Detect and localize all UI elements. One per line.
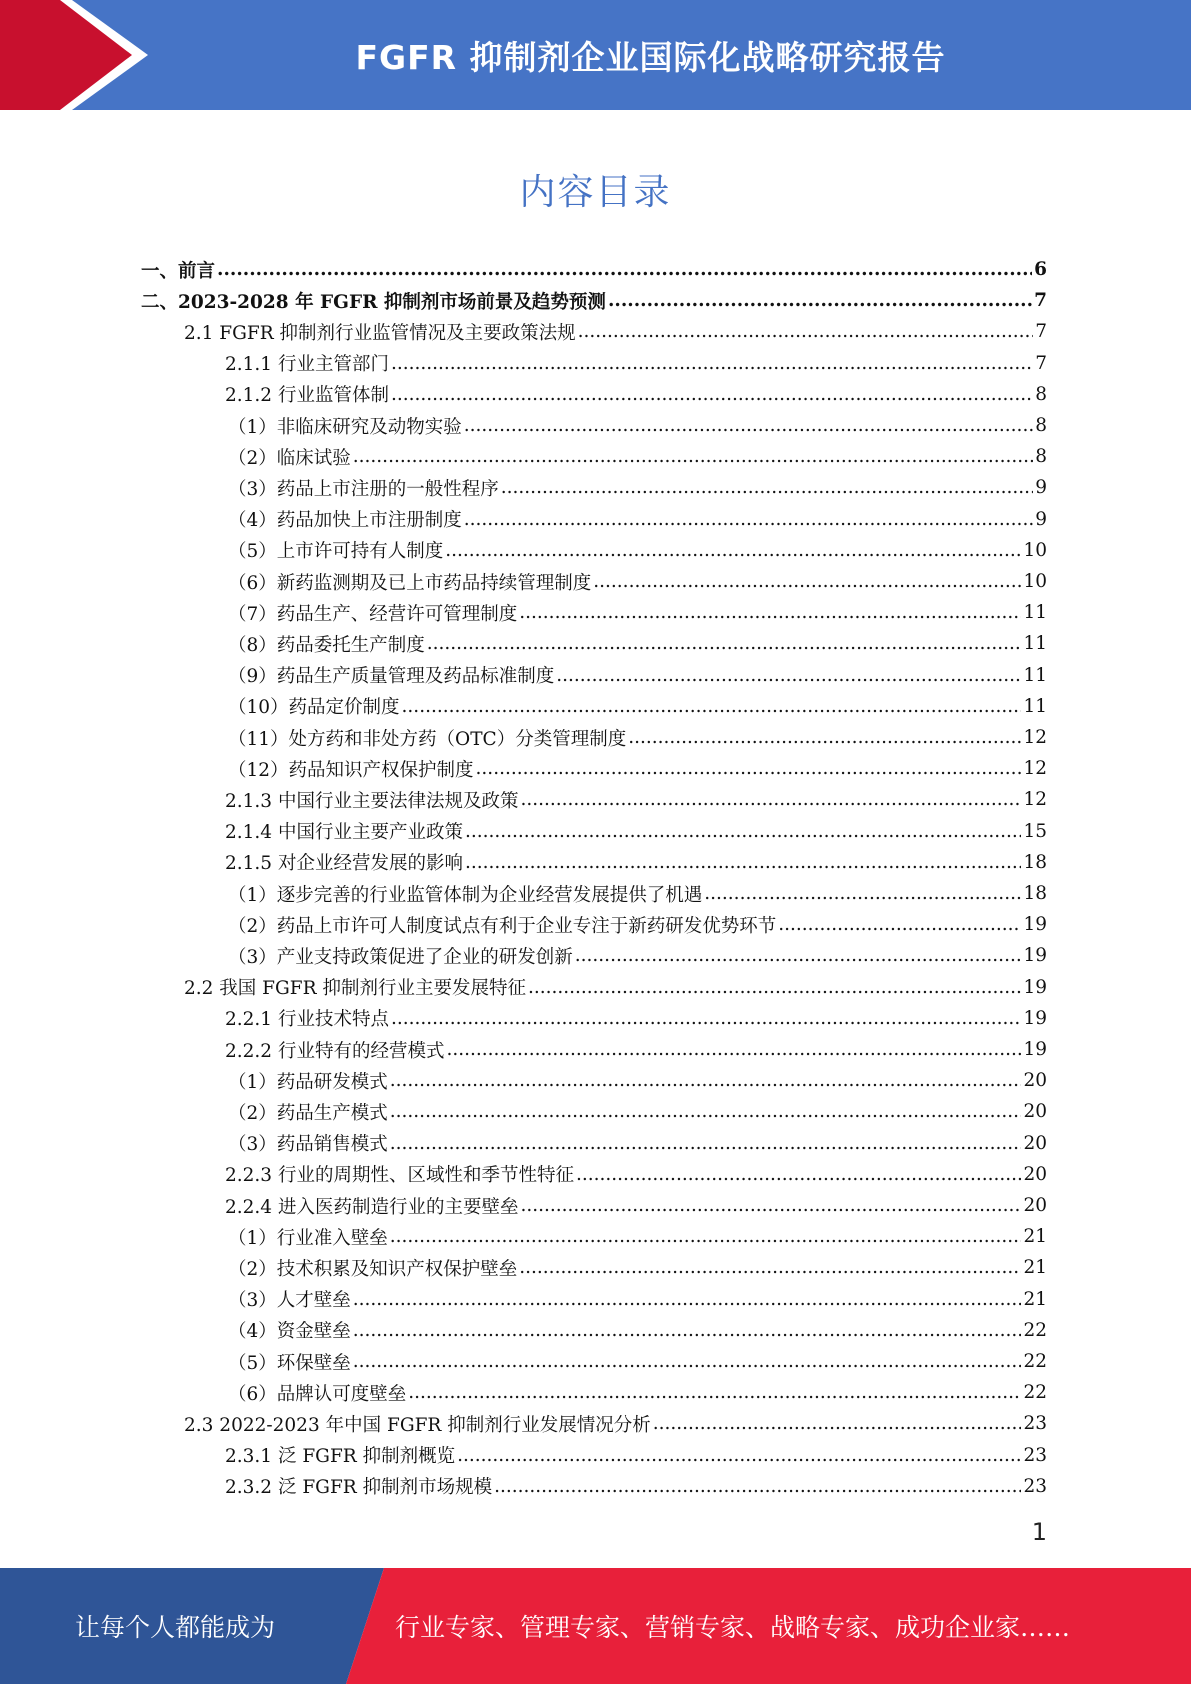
header-arrow-icon [0,0,160,110]
toc-dot-leader [476,758,1022,779]
toc-entry-page: 12 [1023,727,1047,748]
footer-slogan-left: 让每个人都能成为 [74,1613,275,1642]
toc-entry-page: 12 [1023,789,1047,811]
header-band [0,0,1191,110]
toc-dot-leader [353,1289,1022,1310]
toc-entry[interactable] [228,1128,1047,1159]
toc-entry-title: 2.1.4 中国行业主要产业政策 [225,822,463,844]
toc-entry-title: 2.2.3 行业的周期性、区域性和季节性特征 [225,1165,574,1187]
toc-entry[interactable] [228,566,1047,597]
toc-entry-page: 19 [1023,1039,1047,1060]
toc-entry-page: 20 [1023,1070,1047,1092]
toc-entry[interactable] [225,1440,1047,1471]
toc-entry[interactable] [228,722,1047,753]
toc-entry-page: 23 [1023,1413,1047,1435]
toc-entry-page: 10 [1023,539,1047,561]
toc-entry-page: 8 [1035,383,1047,405]
toc-entry[interactable] [228,535,1047,566]
toc-dot-leader [464,509,1033,530]
report-title: FGFR 抑制剂企业国际化战略研究报告 [355,37,946,77]
toc-entry-title: （1）逐步完善的行业监管体制为企业经营发展提供了机遇 [228,884,703,906]
toc-dot-leader [578,321,1034,342]
toc-dot-leader [494,1476,1021,1497]
toc-entry-page: 20 [1023,1195,1047,1216]
toc-dot-leader [520,1195,1021,1216]
toc-entry[interactable] [225,784,1047,815]
toc-entry-title: （3）产业支持政策促进了企业的研发创新 [228,946,573,968]
toc-entry-title: （3）药品上市注册的一般性程序 [228,478,499,500]
toc-dot-leader [353,446,1033,467]
toc-entry-page: 22 [1023,1319,1047,1341]
toc-entry-title: 2.2.4 进入医药制造行业的主要壁垒 [225,1196,519,1218]
toc-dot-leader [528,977,1022,998]
toc-entry-title: 2.3 2022-2023 年中国 FGFR 抑制剂行业发展情况分析 [184,1414,651,1436]
toc-entry[interactable] [228,472,1047,503]
toc-entry-page: 20 [1023,1163,1047,1185]
toc-entry-title: （5）环保壁垒 [228,1352,351,1374]
toc-entry-page: 22 [1023,1382,1047,1404]
toc-entry-title: 2.3.2 泛 FGFR 抑制剂市场规模 [225,1477,493,1499]
toc-entry-page: 7 [1034,290,1047,312]
toc-entry-page: 7 [1035,321,1047,343]
toc-entry-page: 8 [1035,415,1047,436]
toc-entry[interactable] [228,597,1047,628]
toc-entry-page: 20 [1023,1132,1047,1154]
toc-dot-leader [464,415,1033,436]
toc-dot-leader [402,696,1022,717]
toc-dot-leader [217,259,1032,280]
toc-entry[interactable] [228,1096,1047,1127]
toc-dot-leader [465,821,1021,842]
toc-entry[interactable] [228,504,1047,535]
toc-dot-leader [390,1226,1022,1247]
toc-entry-title: （10）药品定价制度 [228,697,400,719]
toc-dot-leader [445,540,1021,561]
toc-entry-page: 6 [1034,259,1047,280]
toc-entry-title: （2）药品生产模式 [228,1102,388,1124]
toc-dot-leader [501,477,1033,498]
toc-entry-title: （4）药品加快上市注册制度 [228,510,462,532]
toc-entry[interactable] [228,1377,1047,1408]
toc-entry[interactable] [228,1221,1047,1252]
toc-dot-leader [446,1039,1021,1060]
toc-dot-leader [575,945,1022,966]
toc-entry-title: 2.1 FGFR 抑制剂行业监管情况及主要政策法规 [184,322,576,344]
toc-entry-title: （2）临床试验 [228,447,351,469]
toc-entry-page: 21 [1023,1226,1047,1248]
toc-entry[interactable] [228,940,1047,971]
toc-dot-leader [457,1445,1021,1466]
toc-dot-leader [628,727,1021,748]
toc-entry[interactable] [228,878,1047,909]
toc-entry-title: （5）上市许可持有人制度 [228,541,444,563]
toc-entry[interactable] [228,1284,1047,1315]
toc-entry-title: （2）技术积累及知识产权保护壁垒 [228,1258,518,1280]
toc-entry-page: 11 [1023,664,1047,686]
toc-entry-title: 2.1.1 行业主管部门 [225,354,389,376]
toc-entry-title: （12）药品知识产权保护制度 [228,759,474,781]
toc-dot-leader [391,384,1033,405]
toc-entry-page: 9 [1035,508,1047,530]
toc-entry[interactable] [184,1408,1047,1439]
toc-entry-title: 2.2.1 行业技术特点 [225,1009,389,1031]
toc-dot-leader [653,1413,1022,1434]
toc-entry-title: 2.2.2 行业特有的经营模式 [225,1040,445,1062]
toc-dot-leader [390,1070,1022,1091]
toc-entry[interactable] [141,285,1047,316]
toc-dot-leader [465,852,1021,873]
toc-entry[interactable] [225,847,1047,878]
toc-entry[interactable] [228,1315,1047,1346]
toc-entry-page: 11 [1023,633,1047,655]
toc-entry-page: 18 [1023,883,1047,904]
toc-entry-title: 二、2023-2028 年 FGFR 抑制剂市场前景及趋势预测 [141,291,606,313]
toc-entry-title: 2.1.5 对企业经营发展的影响 [225,853,463,875]
toc-dot-leader [353,1320,1022,1341]
toc-entry-title: （7）药品生产、经营许可管理制度 [228,603,518,625]
toc-entry-title: （1）药品研发模式 [228,1071,388,1093]
page-number: 1 [1031,1518,1047,1546]
toc-dot-leader [391,1008,1021,1029]
toc-heading: 内容目录 [519,172,672,213]
toc-entry-page: 19 [1023,1007,1047,1029]
toc-entry[interactable] [228,441,1047,472]
toc-dot-leader [704,883,1021,904]
toc-entry[interactable] [225,1471,1047,1502]
toc-entry-title: （3）人才壁垒 [228,1290,351,1312]
toc-dot-leader [520,789,1021,810]
toc-entry-page: 23 [1023,1444,1047,1466]
toc-entry-page: 10 [1023,571,1047,592]
footer-band [0,1568,1191,1684]
toc-dot-leader [778,914,1021,935]
toc-entry-page: 19 [1023,914,1047,936]
toc-entry-page: 12 [1023,758,1047,780]
toc-entry-title: （6）品牌认可度壁垒 [228,1383,407,1405]
toc-entry-title: （3）药品销售模式 [228,1134,388,1156]
toc-dot-leader [391,353,1033,374]
toc-entry[interactable] [184,316,1047,347]
toc-entry[interactable] [225,1190,1047,1221]
toc-entry-title: 一、前言 [141,260,216,282]
toc-dot-leader [390,1133,1022,1154]
toc-entry[interactable] [141,254,1047,285]
toc-entry-page: 11 [1023,695,1047,717]
toc-entry-page: 19 [1023,945,1047,967]
toc-entry[interactable] [225,1159,1047,1190]
toc-entry-page: 9 [1035,477,1047,499]
toc-entry[interactable] [228,660,1047,691]
toc-entry[interactable] [225,816,1047,847]
toc-dot-leader [593,571,1021,592]
toc-entry-title: 2.1.2 行业监管体制 [225,385,389,407]
toc-entry-page: 20 [1023,1101,1047,1123]
toc-entry-title: （9）药品生产质量管理及药品标准制度 [228,666,555,688]
toc-entry-page: 21 [1023,1288,1047,1310]
toc-dot-leader [408,1382,1021,1403]
toc-dot-leader [576,1164,1021,1185]
toc-entry-title: 2.1.3 中国行业主要法律法规及政策 [225,790,519,812]
toc-dot-leader [519,602,1021,623]
toc-entry[interactable] [225,379,1047,410]
toc-entry[interactable] [228,628,1047,659]
toc-entry-title: （1）行业准入壁垒 [228,1227,388,1249]
toc-entry-page: 19 [1023,976,1047,998]
toc-entry[interactable] [184,972,1047,1003]
toc-entry-page: 18 [1023,851,1047,873]
toc-entry-title: （1）非临床研究及动物实验 [228,416,462,438]
toc-dot-leader [427,633,1022,654]
toc-dot-leader [353,1351,1022,1372]
toc-entry-title: （2）药品上市许可人制度试点有利于企业专注于新药研发优势环节 [228,915,777,937]
toc-entry[interactable] [228,691,1047,722]
toc-entry-title: 2.2 我国 FGFR 抑制剂行业主要发展特征 [184,978,526,1000]
toc-entry-page: 22 [1023,1351,1047,1372]
toc-dot-leader [519,1257,1021,1278]
toc-dot-leader [390,1101,1022,1122]
toc-entry[interactable] [225,348,1047,379]
toc-dot-leader [608,290,1032,311]
toc-entry-page: 8 [1035,446,1047,468]
toc-entry-title: 2.3.1 泛 FGFR 抑制剂概览 [225,1446,456,1468]
toc-dot-leader [556,665,1021,686]
footer-slogan-right: 行业专家、管理专家、营销专家、战略专家、成功企业家…… [395,1613,1071,1642]
toc-entry[interactable] [228,909,1047,940]
toc-entry[interactable] [228,1252,1047,1283]
toc-entry[interactable] [228,1346,1047,1377]
toc-entry-page: 11 [1023,602,1047,624]
toc-entry[interactable] [228,753,1047,784]
toc-entry-title: （4）资金壁垒 [228,1321,351,1343]
toc-entry-title: （11）处方药和非处方药（OTC）分类管理制度 [228,728,627,750]
toc-entry-page: 23 [1023,1475,1047,1497]
toc-entry[interactable] [225,1003,1047,1034]
toc-entry-page: 21 [1023,1257,1047,1279]
toc-entry[interactable] [228,410,1047,441]
toc-entry-title: （8）药品委托生产制度 [228,634,425,656]
toc-entry-page: 7 [1035,352,1047,374]
toc-entry-page: 15 [1023,820,1047,842]
toc-entry[interactable] [228,1065,1047,1096]
toc-entry[interactable] [225,1034,1047,1065]
toc-entry-title: （6）新药监测期及已上市药品持续管理制度 [228,572,592,594]
